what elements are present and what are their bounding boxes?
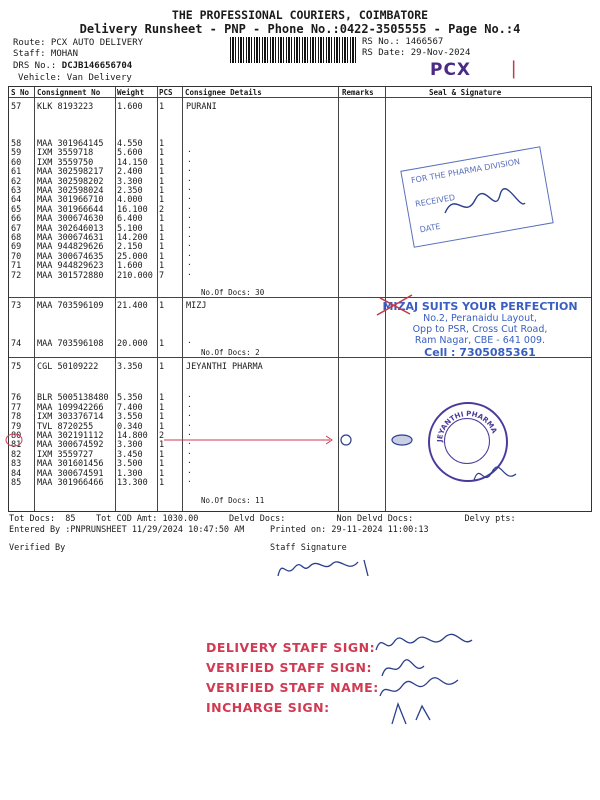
row-weight: 4.550	[117, 139, 143, 149]
row-weight: 5.600	[117, 148, 143, 159]
row-pcs: 1	[159, 393, 165, 404]
route-label: Route: PCX AUTO DELIVERY	[13, 38, 144, 48]
verified-staff-sign-label: VERIFIED STAFF SIGN:	[206, 660, 372, 675]
row-sno: 76	[11, 393, 22, 404]
row-consignment-no: MAA 703596109	[37, 301, 104, 311]
entered-by-line: Entered By :PNPRUNSHEET 11/29/2024 10:47:50 AM Printed on: 29-11-2024 11:00:13	[9, 525, 429, 535]
row-weight: 13.300	[117, 478, 148, 488]
row-sno: 74	[11, 339, 22, 349]
consignee-dot: .	[187, 183, 192, 192]
staff-signature-scribble	[272, 552, 382, 584]
row-pcs: 7	[159, 270, 165, 281]
row-sno: 80	[11, 431, 22, 441]
row-sno: 83	[11, 459, 22, 470]
row-weight: 3.300	[117, 176, 143, 187]
row-weight: 1.600	[117, 102, 143, 112]
row-sno: 61	[11, 167, 22, 178]
row-consignment-no: BLR 5005138480	[37, 393, 109, 404]
row-sno: 68	[11, 233, 22, 243]
row-consignment-no: MAA 300674591	[37, 468, 104, 479]
runsheet-subtitle: Delivery Runsheet - PNP - Phone No.:0422-3505555 - Page No.:4	[79, 22, 521, 36]
rs-number: RS No.: 1466567	[362, 37, 444, 47]
consignee-name: MIZJ	[186, 301, 207, 311]
consignee-dot: .	[187, 201, 192, 211]
consignee-dot: .	[187, 230, 192, 239]
row-sno: 59	[11, 148, 22, 159]
row-sno: 58	[11, 139, 22, 149]
col-header-consignee: Consignee Details	[185, 88, 262, 97]
row-sno: 62	[11, 176, 22, 187]
row-sno: 64	[11, 195, 22, 206]
row-consignment-no: KLK 8193223	[37, 102, 94, 112]
consignee-dot: .	[187, 390, 192, 400]
row-pcs: 1	[159, 157, 165, 168]
row-sno: 63	[11, 186, 22, 196]
barcode	[230, 37, 358, 63]
consignee-dot: .	[187, 239, 192, 249]
row-pcs: 1	[159, 176, 165, 187]
row-weight: 3.450	[117, 449, 143, 460]
row-sno: 82	[11, 449, 22, 460]
row-consignment-no: MAA 302646013	[37, 223, 104, 234]
consignee-dot: .	[187, 258, 192, 268]
row-weight: 6.400	[117, 214, 143, 225]
row-weight: 3.550	[117, 412, 143, 423]
consignee-dot: .	[187, 409, 192, 419]
row-weight: 4.000	[117, 195, 143, 206]
row-consignment-no: MAA 301966466	[37, 478, 104, 488]
delivery-staff-sign-label: DELIVERY STAFF SIGN:	[206, 640, 376, 655]
row-consignment-no: MAA 301601456	[37, 459, 104, 470]
consignee-dot: .	[187, 220, 192, 230]
consignee-name: JEYANTHI PHARMA	[186, 362, 263, 372]
row-sno: 79	[11, 421, 22, 432]
row-pcs: 1	[159, 459, 165, 470]
mizaj-addr3: Ram Nagar, CBE - 641 009.	[414, 335, 546, 346]
incharge-sign-label: INCHARGE SIGN:	[206, 700, 330, 715]
row-sno: 77	[11, 402, 22, 413]
consignee-dot: .	[187, 428, 192, 437]
row-consignment-no: MAA 300674631	[37, 233, 104, 243]
row-pcs: 1	[159, 412, 165, 423]
row-pcs: 1	[159, 402, 165, 413]
consignee-dot: .	[187, 145, 192, 155]
mizaj-cell: Cell : 7305085361	[424, 346, 536, 359]
svg-text:JEYANTHI PHARMA	[436, 410, 499, 443]
consignee-dot: .	[187, 164, 192, 174]
row-pcs: 1	[159, 301, 165, 311]
row-pcs: 2	[159, 431, 165, 441]
drs-number	[13, 61, 132, 71]
totals-line: Tot Docs: 85 Tot COD Amt: 1030.00 Delvd Docs: Non Delvd Docs: Delvy pts:	[9, 514, 516, 524]
consignee-dot: .	[187, 437, 192, 447]
vehicle-label: Vehicle: Van Delivery	[18, 73, 132, 83]
row-weight: 1.600	[117, 261, 143, 272]
row-consignment-no: IXM 3559750	[37, 157, 94, 168]
consignee-dot: .	[187, 418, 192, 428]
consignee-name: PURANI	[186, 102, 217, 112]
col-header-seal: Seal & Signature	[429, 88, 502, 97]
row-consignment-no: MAA 944829623	[37, 261, 104, 272]
row-pcs: 1	[159, 261, 165, 272]
row-weight: 5.100	[117, 223, 143, 234]
row-pcs: 1	[159, 223, 165, 234]
no-of-docs: No.Of Docs: 11	[201, 496, 265, 505]
row-sno: 70	[11, 251, 22, 262]
received-stamp-line1: FOR THE PHARMA DIVISION	[410, 157, 521, 186]
received-stamp-line2: RECEIVED	[414, 192, 456, 209]
row-consignment-no: IXM 3559727	[37, 449, 94, 460]
row-pcs: 1	[159, 478, 165, 488]
row-pcs: 1	[159, 421, 165, 432]
consignee-dot: .	[187, 248, 192, 258]
seal-signature-scribble	[470, 460, 520, 490]
row-sno: 69	[11, 242, 22, 253]
handwritten-cross-mark	[372, 290, 422, 320]
row-pcs: 1	[159, 102, 165, 112]
row-consignment-no: MAA 302598217	[37, 167, 104, 178]
row-consignment-no: MAA 109942266	[37, 402, 104, 413]
handwritten-tick-mark: ❘	[506, 58, 522, 79]
mizaj-addr1: No.2, Peranaidu Layout,	[423, 313, 537, 324]
row-pcs: 1	[159, 251, 165, 262]
drs-value: DCJB146656704	[61, 61, 133, 71]
consignee-dot: .	[187, 446, 192, 456]
consignee-dot: .	[187, 456, 192, 466]
row-consignment-no: MAA 302598202	[37, 176, 104, 187]
consignee-dot: .	[187, 211, 192, 221]
row-weight: 3.300	[117, 440, 143, 451]
row-sno: 75	[11, 362, 22, 372]
consignee-dot: .	[187, 336, 192, 345]
rs-date: RS Date: 29-Nov-2024	[362, 48, 471, 58]
row-consignment-no: MAA 703596108	[37, 339, 104, 349]
no-of-docs: No.Of Docs: 30	[201, 288, 265, 297]
row-weight: 14.150	[117, 157, 148, 168]
row-consignment-no: IXM 303376714	[37, 412, 104, 423]
consignee-dot: .	[187, 173, 192, 183]
row-pcs: 1	[159, 440, 165, 451]
row-sno: 65	[11, 204, 22, 215]
row-weight: 25.000	[117, 251, 148, 262]
row-pcs: 1	[159, 339, 165, 349]
row-pcs: 1	[159, 468, 165, 479]
row-pcs: 1	[159, 242, 165, 253]
row-sno: 85	[11, 478, 22, 488]
staff-label: Staff: MOHAN	[13, 49, 79, 59]
row-weight: 14.800	[117, 431, 148, 441]
row-pcs: 1	[159, 186, 165, 196]
row-consignment-no: MAA 301966644	[37, 204, 104, 215]
seal-text: JEYANTHI PHARMA	[435, 409, 499, 443]
row-pcs: 1	[159, 167, 165, 178]
col-header-remarks: Remarks	[342, 88, 374, 97]
received-stamp-line3: DATE	[419, 221, 442, 235]
row-sno: 67	[11, 223, 22, 234]
row-sno: 60	[11, 157, 22, 168]
row-consignment-no: CGL 50109222	[37, 362, 99, 372]
row-weight: 5.350	[117, 393, 143, 404]
row-pcs: 1	[159, 449, 165, 460]
row-weight: 16.100	[117, 204, 148, 215]
drs-label: DRS No.:	[13, 61, 57, 71]
row-consignment-no: MAA 301966710	[37, 195, 104, 206]
row-sno: 81	[11, 440, 22, 451]
row-weight: 14.200	[117, 233, 148, 243]
row-sno: 71	[11, 261, 22, 272]
received-signature-scribble	[440, 185, 530, 225]
consignee-dot: .	[187, 465, 192, 475]
row-pcs: 1	[159, 139, 165, 149]
row-pcs: 1	[159, 214, 165, 225]
row-sno: 57	[11, 102, 22, 112]
row-consignment-no: MAA 301572880	[37, 270, 104, 281]
row-pcs: 1	[159, 148, 165, 159]
row-weight: 210.000	[117, 270, 153, 281]
row-consignment-no: MAA 300674630	[37, 214, 104, 225]
staff-signature-label: Staff Signature	[270, 543, 347, 553]
col-header-consignment: Consignment No	[37, 88, 101, 97]
row-pcs: 1	[159, 362, 165, 372]
row-pcs: 1	[159, 233, 165, 243]
row-consignment-no: MAA 300674635	[37, 251, 104, 262]
row-weight: 7.400	[117, 402, 143, 413]
row-weight: 2.150	[117, 242, 143, 253]
mizaj-addr2: Opp to PSR, Cross Cut Road,	[412, 324, 548, 335]
row-weight: 21.400	[117, 301, 148, 311]
red-arrow-annotation	[0, 430, 420, 454]
row-consignment-no: MAA 301964145	[37, 139, 104, 149]
row-sno: 72	[11, 270, 22, 281]
row-consignment-no: MAA 302598024	[37, 186, 104, 196]
row-sno: 78	[11, 412, 22, 423]
red-block-signatures	[372, 630, 502, 730]
row-weight: 20.000	[117, 339, 148, 349]
row-sno: 66	[11, 214, 22, 225]
col-header-weight: Weight	[117, 88, 145, 97]
handwritten-pcx-tag: PCX	[430, 60, 472, 80]
row-consignment-no: IXM 3559718	[37, 148, 94, 159]
row-weight: 3.350	[117, 362, 143, 372]
company-name: THE PROFESSIONAL COURIERS, COIMBATORE	[171, 8, 429, 22]
row-consignment-no: MAA 300674592	[37, 440, 104, 451]
row-consignment-no: MAA 302191112	[37, 431, 104, 441]
verified-by-label: Verified By	[9, 543, 66, 553]
row-consignment-no: TVL 8720255	[37, 421, 94, 432]
row-weight: 1.300	[117, 468, 143, 479]
consignee-dot: .	[187, 267, 192, 277]
row-pcs: 1	[159, 195, 165, 206]
row-pcs: 2	[159, 204, 165, 215]
consignee-dot: .	[187, 475, 192, 484]
consignee-dot: .	[187, 154, 192, 164]
row-consignment-no: MAA 944829626	[37, 242, 104, 253]
row-weight: 0.340	[117, 421, 143, 432]
col-header-sno: S No	[11, 88, 30, 97]
no-of-docs: No.Of Docs: 2	[201, 348, 260, 357]
verified-staff-name-label: VERIFIED STAFF NAME:	[206, 680, 379, 695]
row-weight: 2.400	[117, 167, 143, 178]
consignee-dot: .	[187, 399, 192, 409]
col-header-pcs: PCS	[159, 88, 173, 97]
consignee-dot: .	[187, 192, 192, 202]
row-sno: 73	[11, 301, 22, 311]
row-weight: 3.500	[117, 459, 143, 470]
row-weight: 2.350	[117, 186, 143, 196]
mizaj-name: MIZAJ SUITS YOUR PERFECTION	[382, 300, 578, 313]
row-sno: 84	[11, 468, 22, 479]
